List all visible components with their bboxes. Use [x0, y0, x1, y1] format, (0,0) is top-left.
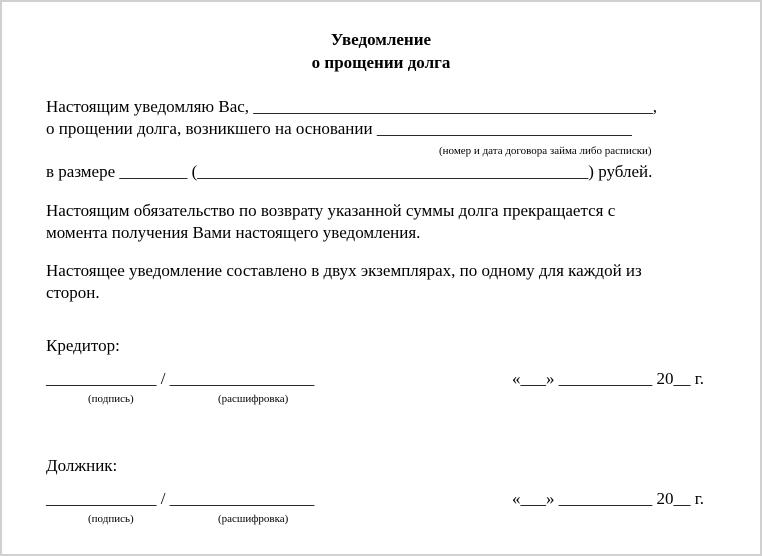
paragraph-2-line-1: Настоящим обязательство по возврату указанной суммы долга прекращается с	[46, 201, 616, 220]
debtor-date-line: «___» ___________ 20__ г.	[512, 489, 705, 508]
creditor-hint-signature: (подпись)	[88, 393, 134, 405]
paragraph-3-line-1: Настоящее уведомление составлено в двух экземплярах, по одному для каждой из	[46, 261, 642, 280]
debtor-hint-signature: (подпись)	[88, 513, 134, 525]
body-line-1: Настоящим уведомляю Вас, _______________________________________________,	[46, 97, 658, 116]
debtor-hint-decoding: (расшифровка)	[218, 513, 289, 525]
creditor-date-line: «___» ___________ 20__ г.	[512, 369, 705, 388]
creditor-hint-decoding: (расшифровка)	[218, 393, 289, 405]
title-line-2: о прощении долга	[311, 53, 451, 72]
paragraph-2-line-2: момента получения Вами настоящего уведомления.	[46, 223, 421, 242]
creditor-label: Кредитор:	[46, 336, 120, 355]
title-line-1: Уведомление	[330, 30, 432, 49]
debtor-label: Должник:	[46, 456, 118, 475]
debtor-signature-line: _____________ / _________________	[46, 489, 315, 508]
body-line-3: в размере ________ (______________________________________________) рублей.	[46, 162, 653, 181]
hint-contract: (номер и дата договора займа либо расписки)	[439, 145, 652, 157]
body-line-2: о прощении долга, возникшего на основании ______________________________	[46, 119, 632, 138]
creditor-signature-line: _____________ / _________________	[46, 369, 315, 388]
paragraph-3-line-2: сторон.	[46, 283, 100, 302]
